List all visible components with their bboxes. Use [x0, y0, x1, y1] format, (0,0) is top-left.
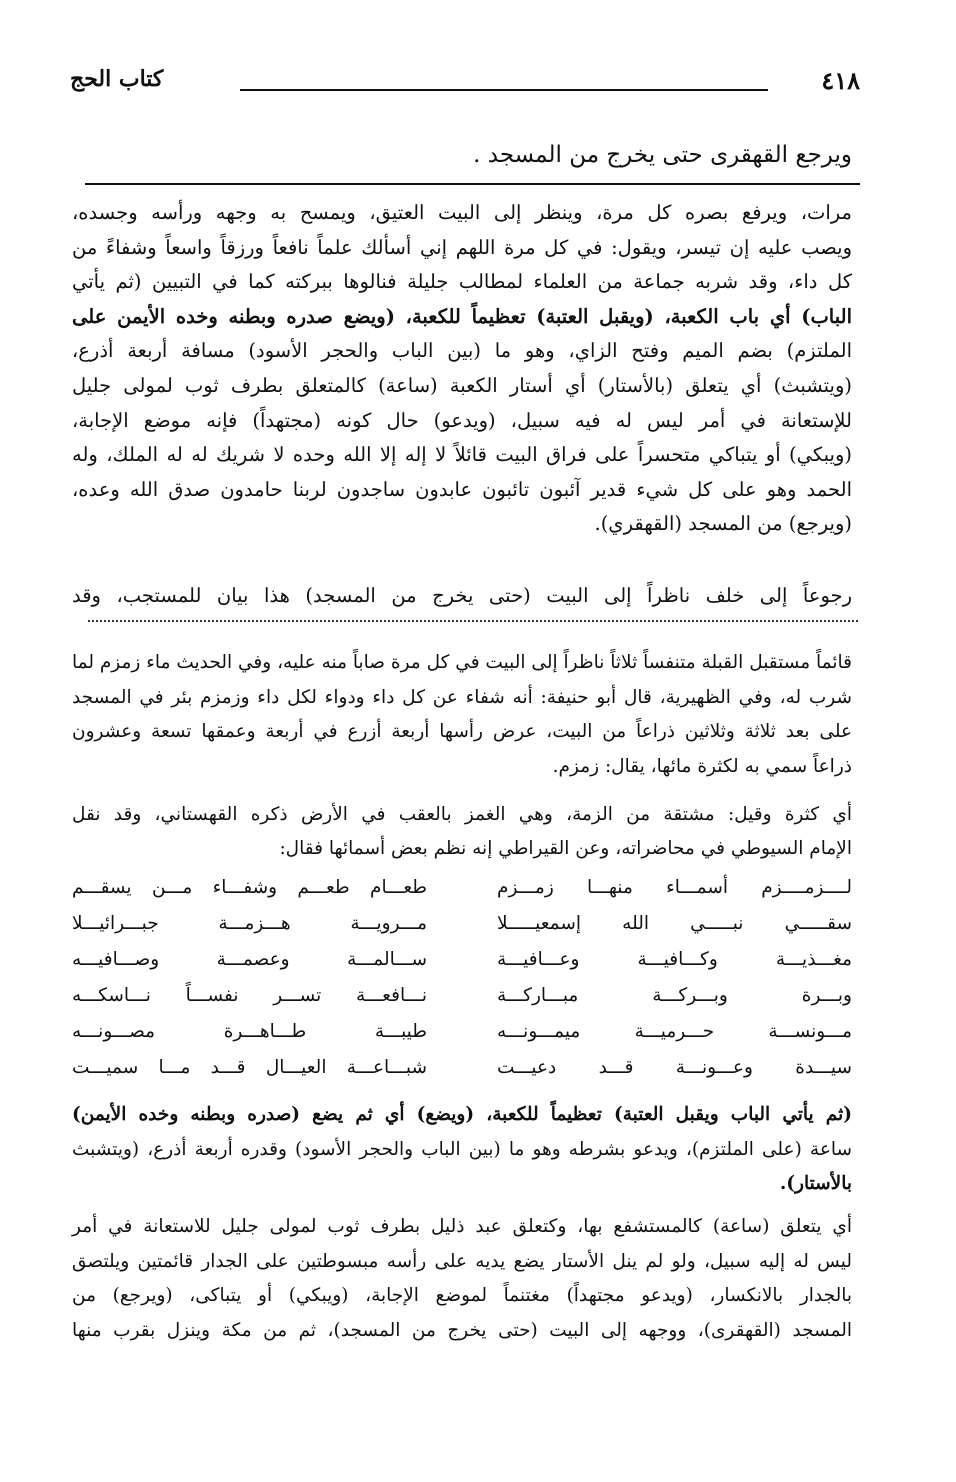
poem-verses [72, 877, 852, 1093]
book-title: كتاب الحج [70, 66, 164, 92]
commentary-block-1 [72, 196, 852, 542]
third-commentary-block [72, 1098, 852, 1202]
poem-verse [72, 949, 852, 985]
poem-verse [72, 985, 852, 1021]
text-line: ليس له إليه سبيل، ولو لم ينل الأستار يضع يديه على رأسه مبسوطتين على الجدار قائمتين ويلتصق [72, 1250, 852, 1272]
text-line: بالجدار بالانكسار، (ويدعو مجتهداً) مغتنماً لموضع الإجابة، (ويبكي) أو يتباكى، (ويرجع) من [72, 1285, 852, 1307]
second-commentary-block [72, 646, 852, 784]
text-line: ذراعاً سمي به لكثرة مائها، يقال: زمزم. [552, 755, 852, 777]
verse-second-hemistich: ســـالمـــة وعصمـــة وصـــافيـــه [72, 949, 427, 970]
poem-verse [72, 913, 852, 949]
text-line: كل داء، وقد شربه جماعة من العلماء لمطالب جليلة فنالوها ببركته كما في التبيين (ثم يأتي [72, 270, 852, 294]
matn-text: ويرجع القهقرى حتى يخرج من المسجد . [473, 142, 852, 168]
verse-second-hemistich: طيبـــة طـــاهـــرة مصـــونـــه [72, 1021, 427, 1042]
page-header [70, 66, 860, 102]
text-line: (ويتشبث) أي يتعلق (بالأستار) أي أستار الكعبة (ساعة) كالمتعلق بطرف ثوب لمولى جليل [72, 373, 852, 397]
second-commentary-block-cont [72, 798, 852, 866]
text-line: أي كثرة وقيل: مشتقة من الزمة، وهي الغمز بالعقب في الأرض ذكره القهستاني، وقد نقل [72, 804, 852, 825]
text-line: بالأستار). [779, 1173, 852, 1195]
text-line: المسجد (القهقرى)، ووجهه إلى البيت (حتى يخرج من المسجد)، ثم من مكة وينزل بقرب منها [72, 1319, 852, 1341]
verse-second-hemistich: مـــرويـــة هـــزمـــة جبـــرائيـــلا [72, 913, 427, 934]
verse-second-hemistich: نـــافعـــة تســـر نفســـاً نـــاسكـــه [72, 985, 427, 1006]
text-line: (ويرجع) من المسجد (القهقري). [594, 512, 852, 536]
verse-first-hemistich: سيـــدة وعـــونـــة قـــد دعيـــت [497, 1057, 852, 1078]
commentary-block-2 [72, 579, 852, 613]
text-line: ساعة (على الملتزم)، ويدعو بشرطه وهو ما (بين الباب والحجر الأسود) وقدره أربعة أذرع، (ويتشبث [72, 1138, 852, 1160]
verse-first-hemistich: مغـــذيـــة وكـــافيـــة وعـــافيـــة [497, 949, 852, 970]
header-rule [240, 89, 768, 91]
text-line: الحمد وهو على كل شيء قدير آئبون تائبون عابدون ساجدون لربنا حامدون صدق الله وعده، [72, 477, 852, 501]
verse-second-hemistich: شبـــاعـــة العيـــال قـــد مـــا سميـــت [72, 1057, 427, 1078]
verse-first-hemistich: لــــزمــــزم أسمـــاء منهـــا زمـــزم [497, 877, 852, 898]
text-line: (ثم يأتي الباب ويقبل العتبة) تعظيماً للكعبة، (ويضع) أي ثم يضع (صدره وبطنه وخده الأيمن) [72, 1104, 852, 1125]
text-line: شرب له، وفي الظهيرية، قال أبو حنيفة: أنه شفاء عن كل داء ودواء لكل داء وزمزم بئر في المسجد [72, 686, 852, 708]
text-line: الباب) أي باب الكعبة، (ويقبل العتبة) تعظيماً للكعبة، (ويضع صدره وبطنه وخده الأيمن على [72, 304, 852, 328]
poem-verse [72, 1021, 852, 1057]
text-line: ويصب عليه إن تيسر، ويقول: في كل مرة اللهم إني أسألك علماً نافعاً ورزقاً واسعاً وشفاءً من [72, 235, 852, 259]
verse-first-hemistich: سقـــــي نبـــــي الله إسمعيـــــلا [497, 913, 852, 934]
matn-separator [85, 183, 860, 185]
text-line: الملتزم) بضم الميم وفتح الزاي، وهو ما (بين الباب والحجر الأسود) مسافة أربعة أذرع، [72, 339, 852, 363]
text-line: مرات، ويرفع بصره كل مرة، وينظر إلى البيت العتيق، ويمسح به وجهه ورأسه وجسده، [72, 201, 852, 224]
poem-verse [72, 877, 852, 913]
text-line: (ويبكي) أو يتباكي متحسراً على فراق البيت قائلاً لا إله إلا الله وحده لا شريك له له الملك، وله [72, 443, 852, 467]
verse-first-hemistich: مـــونســـة حـــرميـــة ميمـــونـــه [497, 1021, 852, 1042]
dotted-separator [88, 620, 858, 622]
fourth-commentary-block [72, 1210, 852, 1348]
text-line: للإستعانة في أمر ليس له فيه سبيل، (ويدعو) حال كونه (مجتهداً) فإنه موضع الإجابة، [72, 408, 852, 432]
verse-second-hemistich: طعـــام طعـــم وشفـــاء مـــن يسقـــم [72, 877, 427, 898]
text-line: الإمام السيوطي في محاضراته، وعن القيراطي إنه نظم بعض أسمائها فقال: [279, 838, 852, 859]
verse-first-hemistich: وبـــرة وبـــركـــة مبـــاركـــة [497, 985, 852, 1006]
text-line: قائماً مستقبل القبلة متنفساً ثلاثاً ناظراً إلى البيت في كل مرة صاباً منه عليه، وفي الحديث ماء زمزم لما [72, 652, 852, 673]
text-line: أي يتعلق (ساعة) كالمستشفع بها، وكتعلق عبد ذليل بطرف ثوب لمولى جليل للاستعانة في أمر [72, 1216, 852, 1237]
text-line: رجوعاً إلى خلف ناظراً إلى البيت (حتى يخرج من المسجد) هذا بيان للمستجب، وقد [72, 584, 852, 607]
poem-verse [72, 1057, 852, 1093]
text-line: على بعد ثلاثة وثلاثين ذراعاً من البيت، عرض رأسها أربعة أزرع في أربعة وعمقها تسعة وعشرون [72, 721, 852, 743]
page-number: ٤١٨ [821, 66, 860, 95]
